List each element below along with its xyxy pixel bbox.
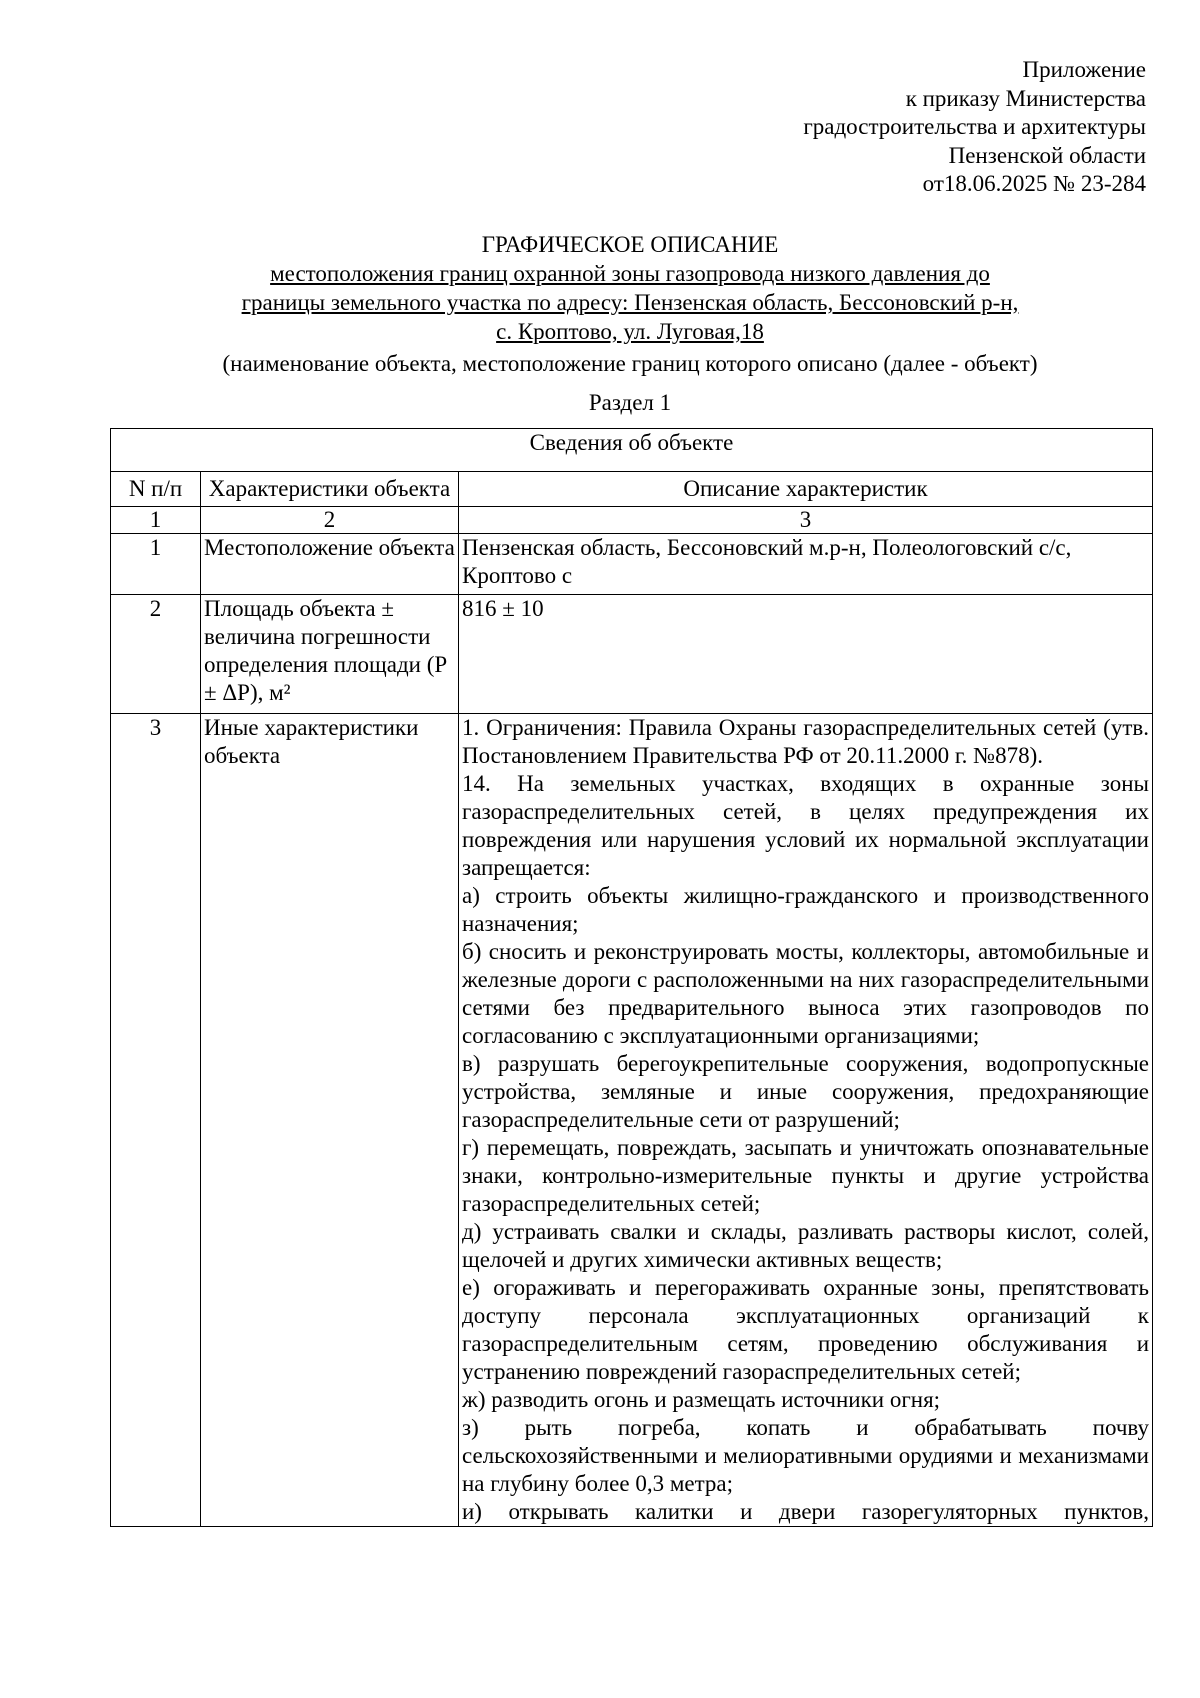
row-number: 1 [111, 534, 201, 595]
table-row [111, 534, 1153, 595]
restriction-paragraph: з) рыть погреба, копать и обрабатывать почву сельскохозяйственными и мелиоративными орудиями и механизмами на глубину более 0,3 метра; [462, 1415, 1149, 1496]
row-characteristic: Местоположение объекта [201, 534, 459, 595]
restriction-paragraph: а) строить объекты жилищно-гражданского и производственного назначения; [462, 883, 1149, 936]
row-number: 2 [111, 595, 201, 714]
column-number: 3 [459, 507, 1153, 534]
title-caption: (наименование объекта, местоположение границ которого описано (далее - объект) [222, 351, 1038, 376]
section-label: Раздел 1 [588, 390, 672, 415]
row-number: 3 [111, 714, 201, 1527]
restriction-paragraph: г) перемещать, повреждать, засыпать и уничтожать опознавательные знаки, контрольно-измерительные пункты и другие устройства газораспределительных сетей; [462, 1135, 1149, 1216]
restriction-paragraph: 14. На земельных участках, входящих в охранные зоны газораспределительных сетей, в целях предупреждения их повреждения или нарушения условий их нормальной эксплуатации запрещается: [462, 771, 1149, 880]
column-header-description: Описание характеристик [459, 472, 1153, 507]
row-description-restrictions [459, 714, 1153, 1527]
header-line: Пензенской области [948, 142, 1146, 168]
restriction-paragraph: б) сносить и реконструировать мосты, коллекторы, автомобильные и железные дороги с расположенными на них газораспределительными сетями без предварительного выноса этих газопроводов по согласованию с эксплуатационными организациями; [462, 939, 1149, 1048]
table-row [111, 595, 1153, 714]
table-title: Сведения об объекте [111, 429, 1153, 472]
title-main: ГРАФИЧЕСКОЕ ОПИСАНИЕ [481, 232, 779, 257]
document-title [110, 230, 1150, 378]
order-number: от18.06.2025 № 23-284 [922, 171, 1146, 196]
header-line: Приложение [1022, 57, 1146, 82]
restriction-paragraph: е) огораживать и перегораживать охранные зоны, препятствовать доступу персонала эксплуатационных организаций к газораспределительным сетям, проведению обслуживания и устранению повреждений газораспределительных сетей; [462, 1275, 1149, 1384]
restriction-paragraph: ж) разводить огонь и размещать источники огня; [462, 1387, 941, 1412]
row-description: 816 ± 10 [459, 595, 1153, 714]
restriction-paragraph: в) разрушать берегоукрепительные сооружения, водопропускные устройства, земляные и иные сооружения, предохраняющие газораспределительные сети от разрушений; [462, 1051, 1149, 1132]
column-number: 2 [201, 507, 459, 534]
header-line: градостроительства и архитектуры [803, 114, 1146, 139]
restriction-paragraph: д) устраивать свалки и склады, разливать растворы кислот, солей, щелочей и других химически активных веществ; [462, 1219, 1149, 1272]
column-number: 1 [111, 507, 201, 534]
title-object-line: местоположения границ охранной зоны газопровода низкого давления до [270, 261, 990, 286]
title-object-line: границы земельного участка по адресу: Пензенская область, Бессоновский р-н, [241, 290, 1019, 315]
object-info-table [110, 428, 1153, 1527]
column-header-characteristics: Характеристики объекта [201, 472, 459, 507]
restriction-paragraph: и) открывать калитки и двери газорегуляторных пунктов, [462, 1499, 1149, 1524]
table-row [111, 714, 1153, 1527]
restriction-paragraph: 1. Ограничения: Правила Охраны газораспределительных сетей (утв. Постановлением Правительства РФ от 20.11.2000 г. №878). [462, 715, 1149, 768]
header-line: к приказу Министерства [905, 85, 1146, 111]
title-object-line: с. Кроптово, ул. Луговая,18 [496, 319, 764, 344]
row-description: Пензенская область, Бессоновский м.р-н, Полеологовский с/с, Кроптово с [459, 534, 1153, 595]
row-characteristic: Иные характеристики объекта [201, 714, 459, 1527]
approval-header [803, 56, 1146, 199]
row-characteristic: Площадь объекта ± величина погрешности определения площади (Р ± ΔР), м² [201, 595, 459, 714]
column-header-number: N п/п [111, 472, 201, 507]
